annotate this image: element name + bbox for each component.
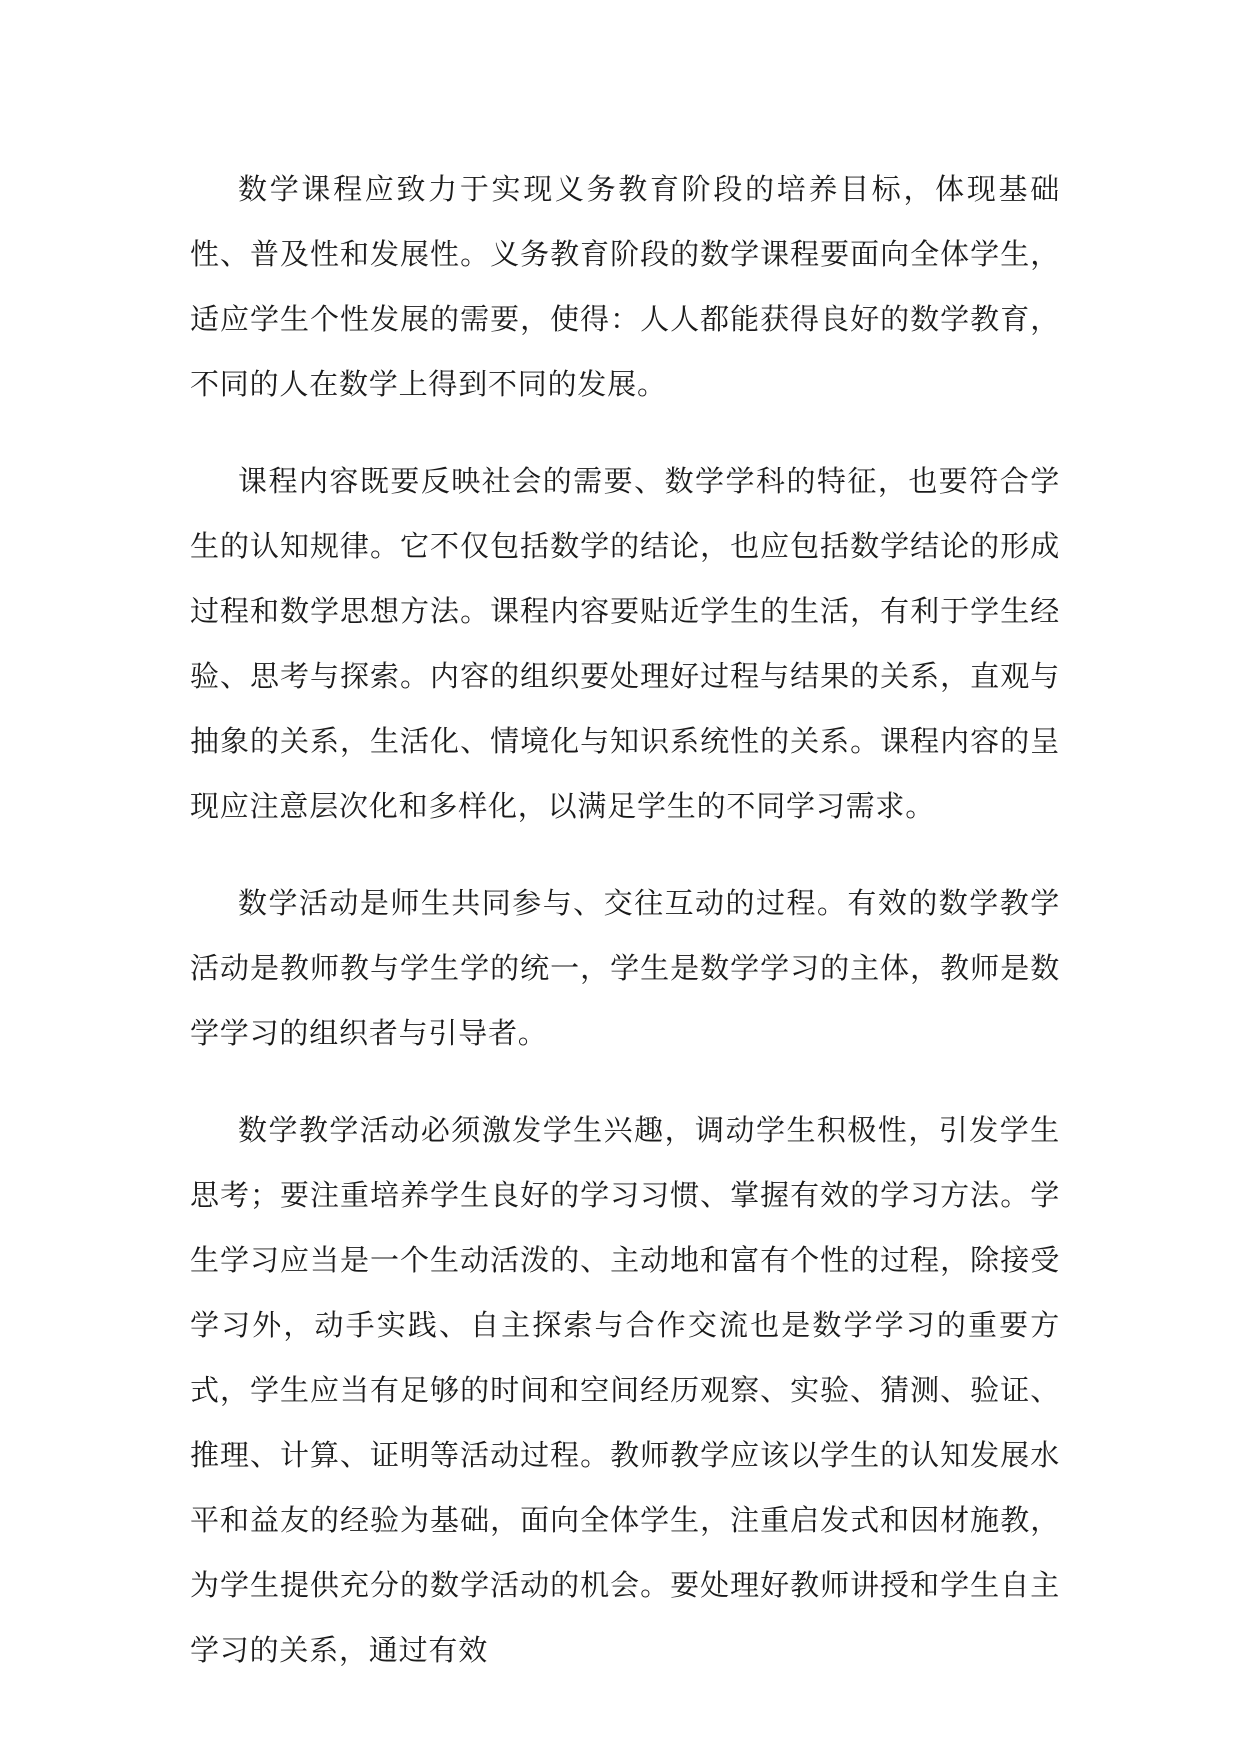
paragraph-2: 课程内容既要反映社会的需要、数学学科的特征，也要符合学生的认知规律。它不仅包括数学的结论，也应包括数学结论的形成过程和数学思想方法。课程内容要贴近学生的生活，有利于学生经验、思考与探索。内容的组织要处理好过程与结果的关系，直观与抽象的关系，生活化、情境化与知识系统性的关系。课程内容的呈现应注意层次化和多样化，以满足学生的不同学习需求。 bbox=[190, 464, 1060, 823]
paragraph-4: 数学教学活动必须激发学生兴趣，调动学生积极性，引发学生思考；要注重培养学生良好的学习习惯、掌握有效的学习方法。学生学习应当是一个生动活泼的、主动地和富有个性的过程，除接受学习外，动手实践、自主探索与合作交流也是数学学习的重要方式，学生应当有足够的时间和空间经历观察、实验、猜测、验证、推理、计算、证明等活动过程。教师教学应该以学生的认知发展水平和益友的经验为基础，面向全体学生，注重启发式和因材施教，为学生提供充分的数学活动的机会。要处理好教师讲授和学生自主学习的关系，通过有效 bbox=[190, 1113, 1060, 1667]
paragraph-3: 数学活动是师生共同参与、交往互动的过程。有效的数学教学活动是教师教与学生学的统一，学生是数学学习的主体，教师是数学学习的组织者与引导者。 bbox=[190, 886, 1060, 1050]
paragraph-1: 数学课程应致力于实现义务教育阶段的培养目标，体现基础性、普及性和发展性。义务教育阶段的数学课程要面向全体学生，适应学生个性发展的需要，使得：人人都能获得良好的数学教育，不同的人在数学上得到不同的发展。 bbox=[190, 172, 1060, 401]
document-body bbox=[190, 157, 1060, 1715]
